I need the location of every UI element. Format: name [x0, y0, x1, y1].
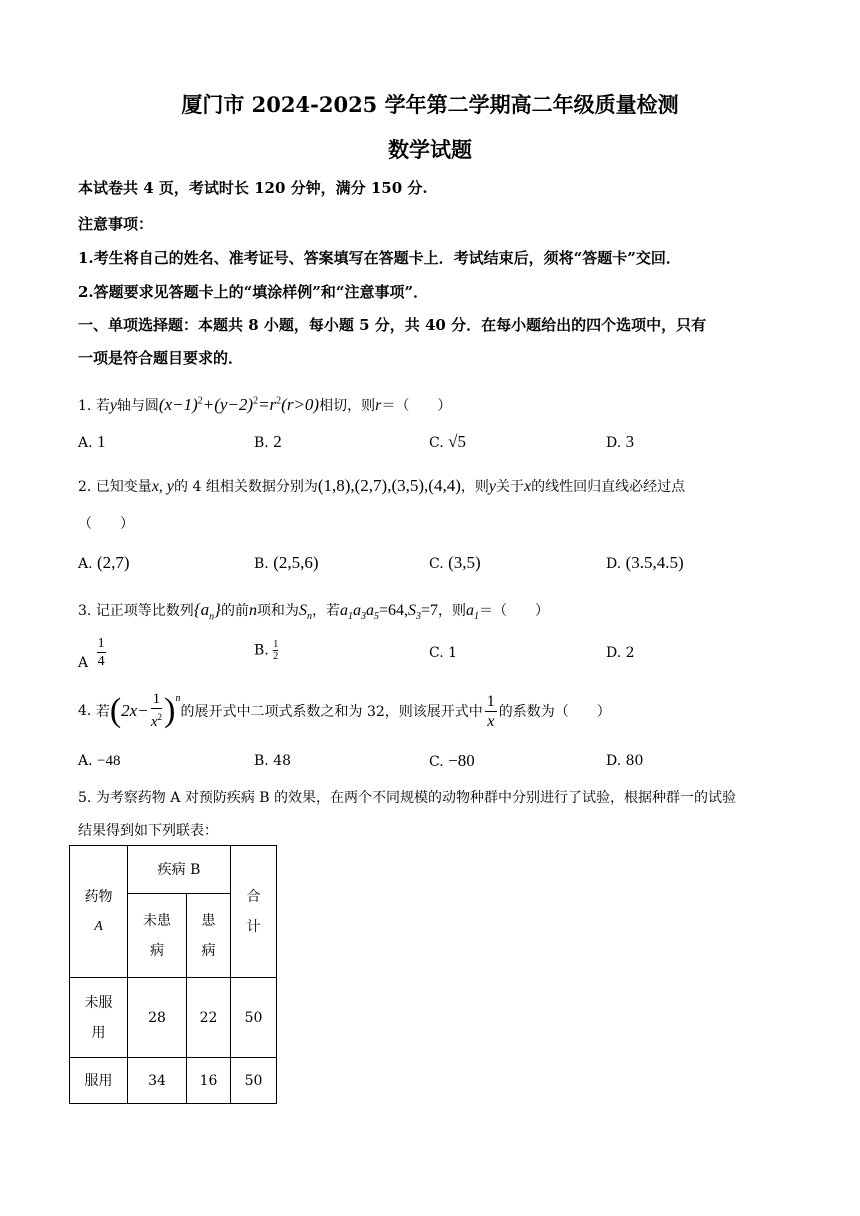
q2-option-c[interactable]: C. (3,5) — [429, 553, 481, 572]
math-condition: $a_1a_3a_5=64,S_3=7$ — [339, 602, 438, 623]
question-3: 3. 记正项等比数列$\{a_n\}$的前n项和为$S_n$，若$a_1a_3a_5=64,S_3=7$，则$a_1=$（ ） — [78, 600, 549, 623]
header-drug: 药物 A — [70, 846, 128, 978]
cell-yes: 16 — [187, 1058, 231, 1104]
q2-option-a[interactable]: A. (2,7) — [78, 553, 130, 572]
table-row — [70, 1058, 277, 1104]
cell-total: 50 — [231, 1058, 277, 1104]
exam-info: 本试卷共 4 页，考试时长 120 分钟，满分 150 分. — [78, 179, 428, 197]
subheader-no-disease: 未患 病 — [128, 894, 187, 978]
q3-option-b[interactable]: B. $\frac{1}{2}$ — [254, 639, 279, 662]
q2-option-d[interactable]: D. (3.5,4.5) — [606, 553, 684, 572]
fraction-one-quarter: $\frac{1}{4}$ — [97, 636, 105, 669]
q3-option-a[interactable]: A $\frac{1}{4}$ — [78, 636, 105, 671]
question-5-line2: 结果得到如下列联表： — [78, 823, 218, 839]
cell-no: 28 — [128, 978, 187, 1058]
math-y: y — [109, 397, 117, 414]
notice-item-2: 2.答题要求见答题卡上的“填涂样例”和“注意事项”． — [78, 283, 429, 301]
math-data-points: (1,8),(2,7),(3,5),(4,4) — [317, 476, 461, 495]
cell-total: 50 — [231, 978, 277, 1058]
question-1: 1. 若y轴与圆$(x-1)^2+(y-2)^2=r^2(r>0)$相切，则r＝（ ） — [78, 395, 452, 414]
row-label: 未服 用 — [70, 978, 128, 1058]
math-xy: x, y — [151, 478, 175, 495]
fraction-one-half: $\frac{1}{2}$ — [273, 639, 279, 662]
question-number: 5. — [78, 790, 92, 806]
q1-option-d[interactable]: D. 3 — [606, 432, 635, 451]
q2-option-b[interactable]: B. (2,5,6) — [254, 553, 319, 572]
contingency-table — [69, 845, 277, 1104]
question-number: 3. — [78, 603, 92, 619]
q4-option-d[interactable]: D. 80 — [606, 753, 644, 769]
row-label: 服用 — [70, 1058, 128, 1104]
table-row — [70, 978, 277, 1058]
notice-heading: 注意事项： — [78, 215, 154, 233]
cell-yes: 22 — [187, 978, 231, 1058]
page-subtitle: 数学试题 — [388, 137, 472, 162]
question-2-paren: （ ） — [78, 516, 134, 532]
q1-option-b[interactable]: B. 2 — [254, 432, 282, 451]
math-r: r — [375, 397, 382, 414]
q1-option-c[interactable]: C. √5 — [429, 432, 466, 451]
math-binomial: ( 2x− 1 $x^2$ ) $^n$ — [109, 691, 181, 730]
math-sequence: $\{a_n\}$ — [193, 600, 221, 623]
math-circle-equation: $(x-1)^2+(y-2)^2=r^2(r>0)$ — [158, 395, 320, 414]
q4-option-c[interactable]: C. −80 — [429, 751, 475, 770]
question-5: 5. 为考察药物 A 对预防疾病 B 的效果，在两个不同规模的动物种群中分别进行了试验，根据种群一的试验 — [78, 790, 737, 806]
cell-no: 34 — [128, 1058, 187, 1104]
question-number: 2. — [78, 479, 92, 495]
subheader-disease: 患 病 — [187, 894, 231, 978]
math-one-over-x: 1 x — [486, 692, 495, 730]
section-heading-line1: 一、单项选择题：本题共 8 小题，每小题 5 分，共 40 分．在每小题给出的四个选项中，只有 — [78, 316, 707, 334]
section-heading-line2: 一项是符合题目要求的． — [78, 349, 244, 367]
q1-option-a[interactable]: A. 1 — [78, 432, 106, 451]
q4-option-b[interactable]: B. 48 — [254, 753, 292, 769]
question-4: 4. 若 ( 2x− 1 $x^2$ ) $^n$ 的展开式中二项式系数之和为 32，则该展开式中 1 x 的系数为（ ） — [78, 691, 611, 730]
question-number: 1. — [78, 398, 92, 414]
notice-item-1: 1.考生将自己的姓名、准考证号、答案填写在答题卡上．考试结束后，须将“答题卡”交回． — [78, 249, 681, 267]
question-2: 2. 已知变量x, y的 4 组相关数据分别为(1,8),(2,7),(3,5),(4,4)，则y关于x的线性回归直线必经过点 — [78, 476, 686, 495]
q3-option-d[interactable]: D. 2 — [606, 645, 635, 661]
header-total: 合 计 — [231, 846, 277, 978]
q3-option-c[interactable]: C. 1 — [429, 645, 458, 661]
question-number: 4. — [78, 703, 92, 719]
page-title: 厦门市 2024-2025 学年第二学期高二年级质量检测 — [181, 92, 679, 117]
q4-option-a[interactable]: A. −48 — [78, 753, 121, 769]
header-disease: 疾病 B — [128, 846, 231, 894]
